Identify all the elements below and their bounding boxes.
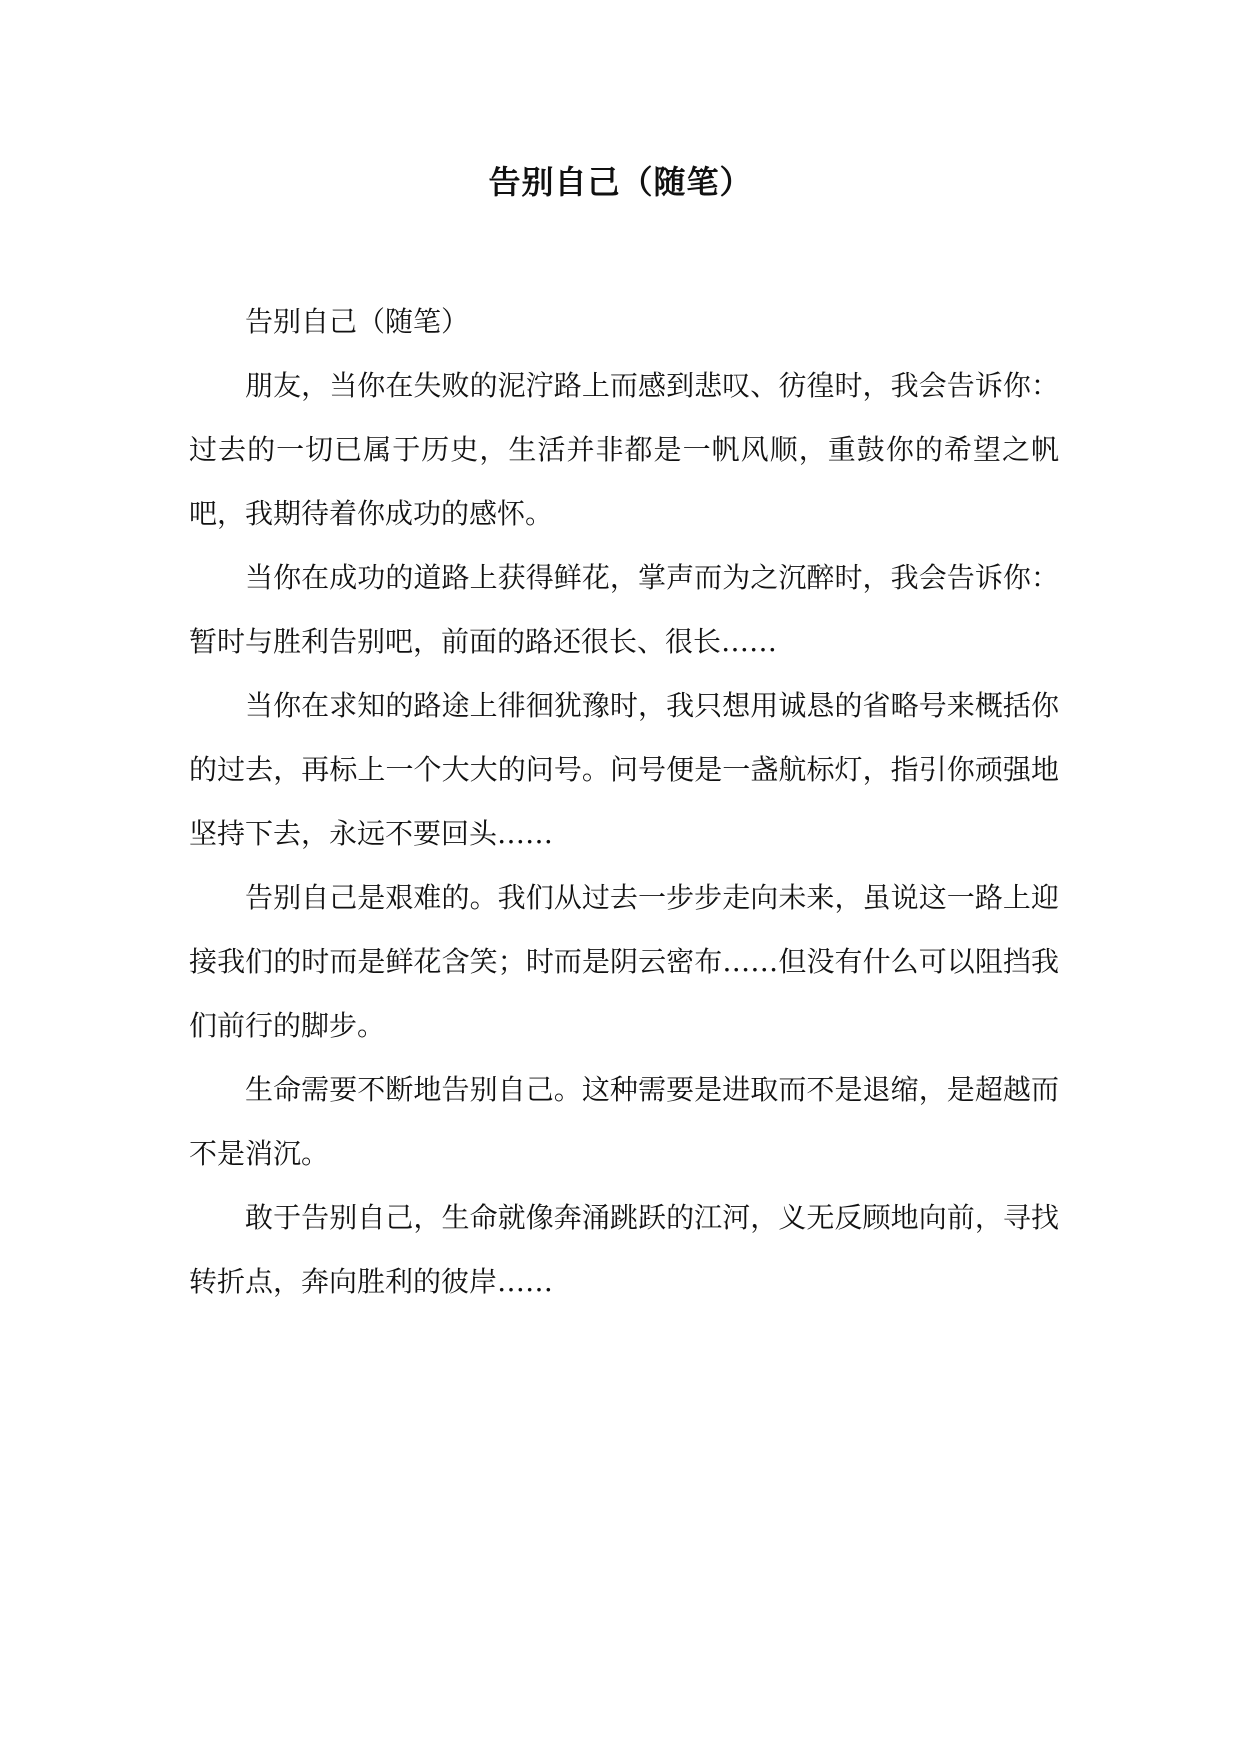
paragraph: 告别自己是艰难的。我们从过去一步步走向未来，虽说这一路上迎接我们的时而是鲜花含笑；时而是阴云密布……但没有什么可以阻挡我们前行的脚步。 [189, 881, 1059, 1042]
paragraph: 生命需要不断地告别自己。这种需要是进取而不是退缩，是超越而不是消沉。 [189, 1073, 1059, 1170]
document-title: 告别自己（随笔） [488, 163, 753, 201]
paragraph-subtitle: 告别自己（随笔） [245, 305, 470, 338]
paragraph: 朋友，当你在失败的泥泞路上而感到悲叹、彷徨时，我会告诉你：过去的一切已属于历史，生活并非都是一帆风顺，重鼓你的希望之帆吧，我期待着你成功的感怀。 [189, 369, 1059, 530]
document-body [189, 290, 1059, 1314]
paragraph: 当你在求知的路途上徘徊犹豫时，我只想用诚恳的省略号来概括你的过去，再标上一个大大的问号。问号便是一盏航标灯，指引你顽强地坚持下去，永远不要回头…… [189, 689, 1059, 850]
paragraph: 当你在成功的道路上获得鲜花，掌声而为之沉醉时，我会告诉你：暂时与胜利告别吧，前面的路还很长、很长…… [189, 561, 1059, 658]
paragraph: 敢于告别自己，生命就像奔涌跳跃的江河，义无反顾地向前，寻找转折点，奔向胜利的彼岸…… [189, 1201, 1059, 1298]
